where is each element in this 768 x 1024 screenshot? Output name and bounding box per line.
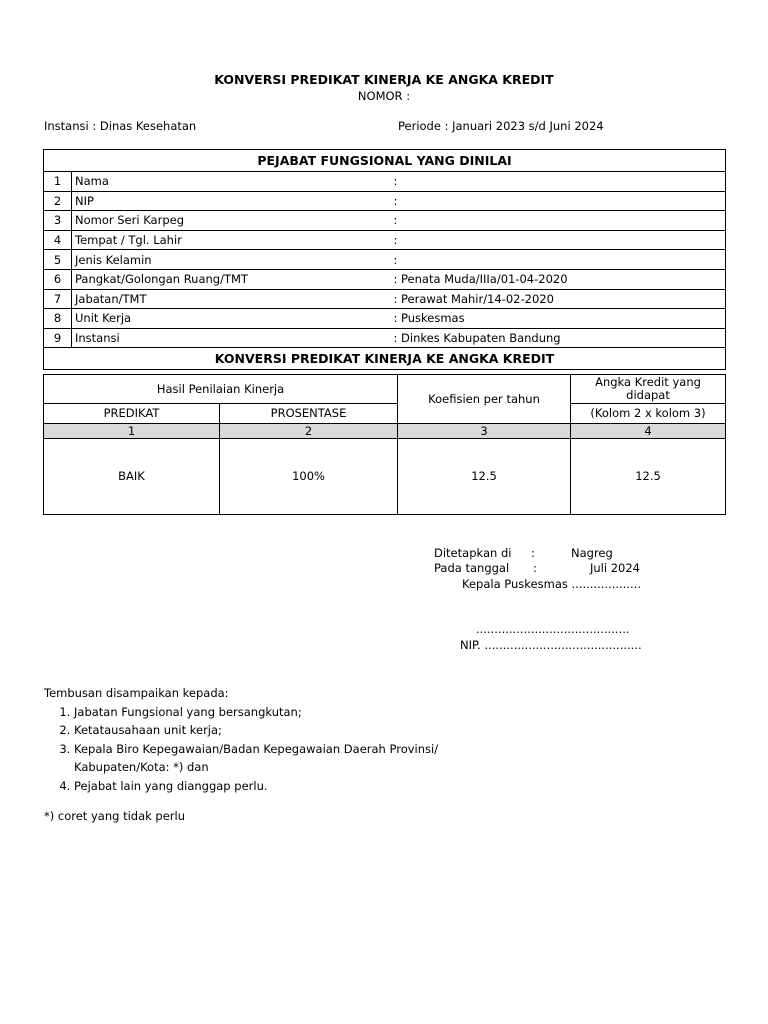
list-item: 1. Jabatan Fungsional yang bersangkutan; [74, 703, 474, 722]
table-row [44, 250, 726, 270]
pejabat-heading: PEJABAT FUNGSIONAL YANG DINILAI [44, 150, 726, 172]
column-number: 4 [571, 424, 726, 439]
row-label: Nama [72, 172, 391, 192]
periode-text: Periode : Januari 2023 s/d Juni 2024 [398, 119, 604, 133]
column-number: 2 [220, 424, 398, 439]
tanggal-colon: : [533, 561, 537, 575]
row-value: : Perawat Mahir/14-02-2020 [391, 289, 726, 309]
hasil-penilaian-header: Hasil Penilaian Kinerja [44, 375, 398, 404]
koefisien-value: 12.5 [398, 439, 571, 515]
table-row [44, 211, 726, 231]
tembusan-section [44, 684, 474, 826]
row-label: Jenis Kelamin [72, 250, 391, 270]
tembusan-list [44, 703, 474, 796]
list-item: 4. Pejabat lain yang dianggap perlu. [74, 777, 474, 796]
footnote: *) coret yang tidak perlu [44, 809, 186, 823]
row-number: 7 [44, 289, 72, 309]
row-value: : Puskesmas [391, 309, 726, 329]
prosentase-header: PROSENTASE [220, 404, 398, 424]
row-value: : [391, 211, 726, 231]
signatory-name-line: .......................................... [476, 622, 630, 636]
kolom-formula-header: (Kolom 2 x kolom 3) [571, 404, 726, 424]
row-number: 9 [44, 328, 72, 348]
row-number: 4 [44, 230, 72, 250]
pejabat-table [43, 149, 726, 370]
ditetapkan-value: Nagreg [571, 546, 613, 560]
row-value: : [391, 250, 726, 270]
table-row [44, 328, 726, 348]
row-label: Nomor Seri Karpeg [72, 211, 391, 231]
table-row [44, 289, 726, 309]
row-value: : Dinkes Kabupaten Bandung [391, 328, 726, 348]
predikat-header: PREDIKAT [44, 404, 220, 424]
table-row [44, 309, 726, 329]
prosentase-value: 100% [220, 439, 398, 515]
row-number: 2 [44, 191, 72, 211]
row-number: 8 [44, 309, 72, 329]
instansi-text: Instansi : Dinas Kesehatan [44, 119, 197, 133]
list-item: 2. Ketatausahaan unit kerja; [74, 721, 474, 740]
tembusan-intro: Tembusan disampaikan kepada: [44, 686, 229, 700]
table-row [44, 269, 726, 289]
konversi-heading: KONVERSI PREDIKAT KINERJA KE ANGKA KREDIT [44, 348, 726, 370]
row-value: : Penata Muda/IIIa/01-04-2020 [391, 269, 726, 289]
table-row [44, 172, 726, 192]
column-number: 1 [44, 424, 220, 439]
document-title: KONVERSI PREDIKAT KINERJA KE ANGKA KREDIT [214, 72, 554, 87]
ditetapkan-colon: : [531, 546, 535, 560]
angka-kredit-value: 12.5 [571, 439, 726, 515]
tanggal-value: Juli 2024 [590, 561, 640, 575]
angka-kredit-header: Angka Kredit yang didapat [571, 375, 726, 404]
row-label: NIP [72, 191, 391, 211]
row-number: 3 [44, 211, 72, 231]
row-label: Jabatan/TMT [72, 289, 391, 309]
tanggal-label: Pada tanggal [434, 561, 510, 575]
row-number: 6 [44, 269, 72, 289]
ditetapkan-label: Ditetapkan di [434, 546, 512, 560]
signatory-nip: NIP. ........................................... [460, 638, 642, 652]
row-number: 1 [44, 172, 72, 192]
column-number: 3 [398, 424, 571, 439]
row-value: : [391, 172, 726, 192]
kepala-puskesmas: Kepala Puskesmas ................... [462, 577, 641, 591]
koefisien-header: Koefisien per tahun [398, 375, 571, 424]
table-row [44, 191, 726, 211]
predikat-value: BAIK [44, 439, 220, 515]
document-number: NOMOR : [357, 89, 411, 103]
row-value: : [391, 191, 726, 211]
konversi-table [43, 374, 726, 515]
row-label: Unit Kerja [72, 309, 391, 329]
row-label: Instansi [72, 328, 391, 348]
table-row [44, 230, 726, 250]
list-item: 3. Kepala Biro Kepegawaian/Badan Kepegawaian Daerah Provinsi/ Kabupaten/Kota: *) dan [74, 740, 474, 777]
row-number: 5 [44, 250, 72, 270]
row-value: : [391, 230, 726, 250]
row-label: Tempat / Tgl. Lahir [72, 230, 391, 250]
row-label: Pangkat/Golongan Ruang/TMT [72, 269, 391, 289]
